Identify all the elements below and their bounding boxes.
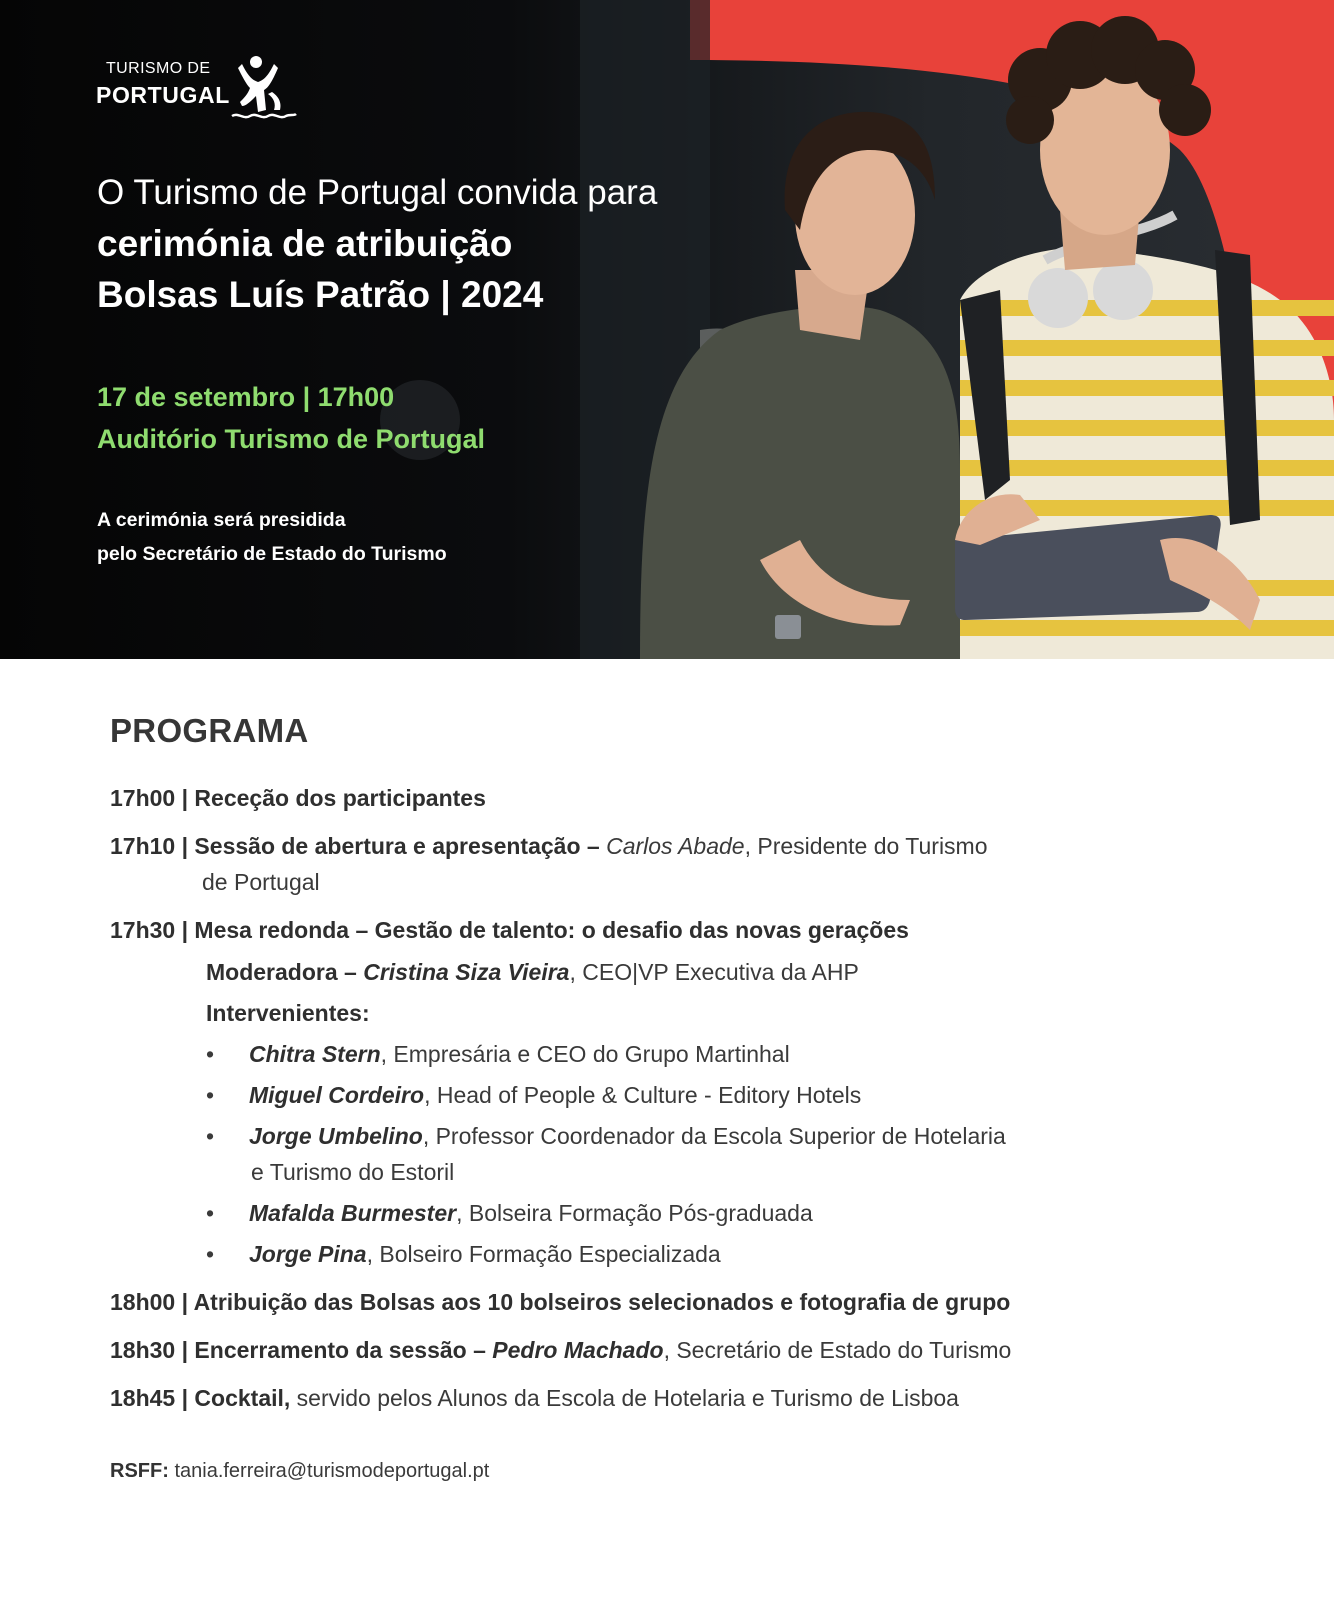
event-title-line1: cerimónia de atribuição <box>97 223 513 264</box>
presided-line2: pelo Secretário de Estado do Turismo <box>97 543 447 565</box>
turismo-de-portugal-logo[interactable] <box>96 54 306 126</box>
hero-text-block <box>97 168 787 571</box>
speaker-name: Jorge Pina <box>249 1241 367 1267</box>
event-title-line2: Bolsas Luís Patrão | 2024 <box>97 274 544 315</box>
presided-note <box>97 503 787 571</box>
speaker-role: , Head of People & Culture - Editory Hotels <box>424 1082 862 1108</box>
program-item-label: 18h00 | Atribuição das Bolsas aos 10 bolseiros selecionados e fotografia de grupo <box>110 1289 1011 1315</box>
program-item-label: 17h10 | Sessão de abertura e apresentação – <box>110 833 607 859</box>
list-item <box>206 1195 1240 1231</box>
moderator-name: Cristina Siza Vieira <box>363 959 570 985</box>
program-item-1830 <box>110 1332 1240 1368</box>
speaker-role: , Presidente do Turismo <box>744 833 988 859</box>
speaker-name: Pedro Machado <box>492 1337 664 1363</box>
list-item <box>206 1036 1240 1072</box>
logo-text-line1: TURISMO DE <box>106 60 211 77</box>
speaker-name: Miguel Cordeiro <box>249 1082 425 1108</box>
program-item-label: 18h30 | Encerramento da sessão – <box>110 1337 493 1363</box>
speaker-name: Chitra Stern <box>249 1041 381 1067</box>
list-item <box>206 1118 1240 1190</box>
event-date: 17 de setembro | 17h00 <box>97 382 395 412</box>
hero-banner <box>0 0 1334 659</box>
speaker-role-continued: de Portugal <box>202 869 320 895</box>
moderator-label: Moderadora – <box>206 959 364 985</box>
speaker-role: , Professor Coordenador da Escola Superior de Hotelaria <box>422 1123 1006 1149</box>
speaker-name: Carlos Abade <box>606 833 745 859</box>
speaker-name: Mafalda Burmester <box>249 1200 457 1226</box>
program-section <box>110 712 1240 1483</box>
program-item-label: 17h30 | Mesa redonda – Gestão de talento: o desafio das novas gerações <box>110 917 909 943</box>
program-item-1730 <box>110 912 1240 1272</box>
speaker-role: , Bolseira Formação Pós-graduada <box>456 1200 813 1226</box>
speaker-role: , Bolseiro Formação Especializada <box>366 1241 721 1267</box>
moderator-line <box>206 954 1240 990</box>
rsvp-label: RSFF: <box>110 1460 169 1482</box>
list-item <box>206 1236 1240 1272</box>
program-item-1710 <box>110 828 1240 900</box>
speakers-label <box>206 995 1240 1031</box>
logo-text-line2: PORTUGAL <box>96 82 230 108</box>
logo-figure-icon <box>228 54 298 124</box>
speaker-name: Jorge Umbelino <box>249 1123 423 1149</box>
program-item-label: 18h45 | Cocktail, <box>110 1385 291 1411</box>
speaker-role: , Secretário de Estado do Turismo <box>663 1337 1012 1363</box>
speaker-role: , Empresária e CEO do Grupo Martinhal <box>380 1041 790 1067</box>
invite-text: O Turismo de Portugal convida para <box>97 173 658 212</box>
presided-line1: A cerimónia será presidida <box>97 509 346 531</box>
speakers-list <box>206 1036 1240 1272</box>
event-venue: Auditório Turismo de Portugal <box>97 424 485 454</box>
program-item-1800 <box>110 1284 1240 1320</box>
program-item-label: 17h00 | Receção dos participantes <box>110 785 486 811</box>
program-item-description: servido pelos Alunos da Escola de Hotelaria e Turismo de Lisboa <box>290 1385 959 1411</box>
rsvp-contact <box>110 1460 1240 1483</box>
moderator-role: , CEO|VP Executiva da AHP <box>569 959 859 985</box>
rsvp-email-link[interactable]: tania.ferreira@turismodeportugal.pt <box>168 1460 490 1482</box>
program-item-1700 <box>110 780 1240 816</box>
program-title: PROGRAMA <box>110 712 309 749</box>
list-item <box>206 1077 1240 1113</box>
speakers-label-text: Intervenientes: <box>206 1000 370 1026</box>
round-table-details <box>110 954 1240 1272</box>
speaker-role-continued: e Turismo do Estoril <box>251 1159 455 1185</box>
program-item-1845 <box>110 1380 1240 1416</box>
